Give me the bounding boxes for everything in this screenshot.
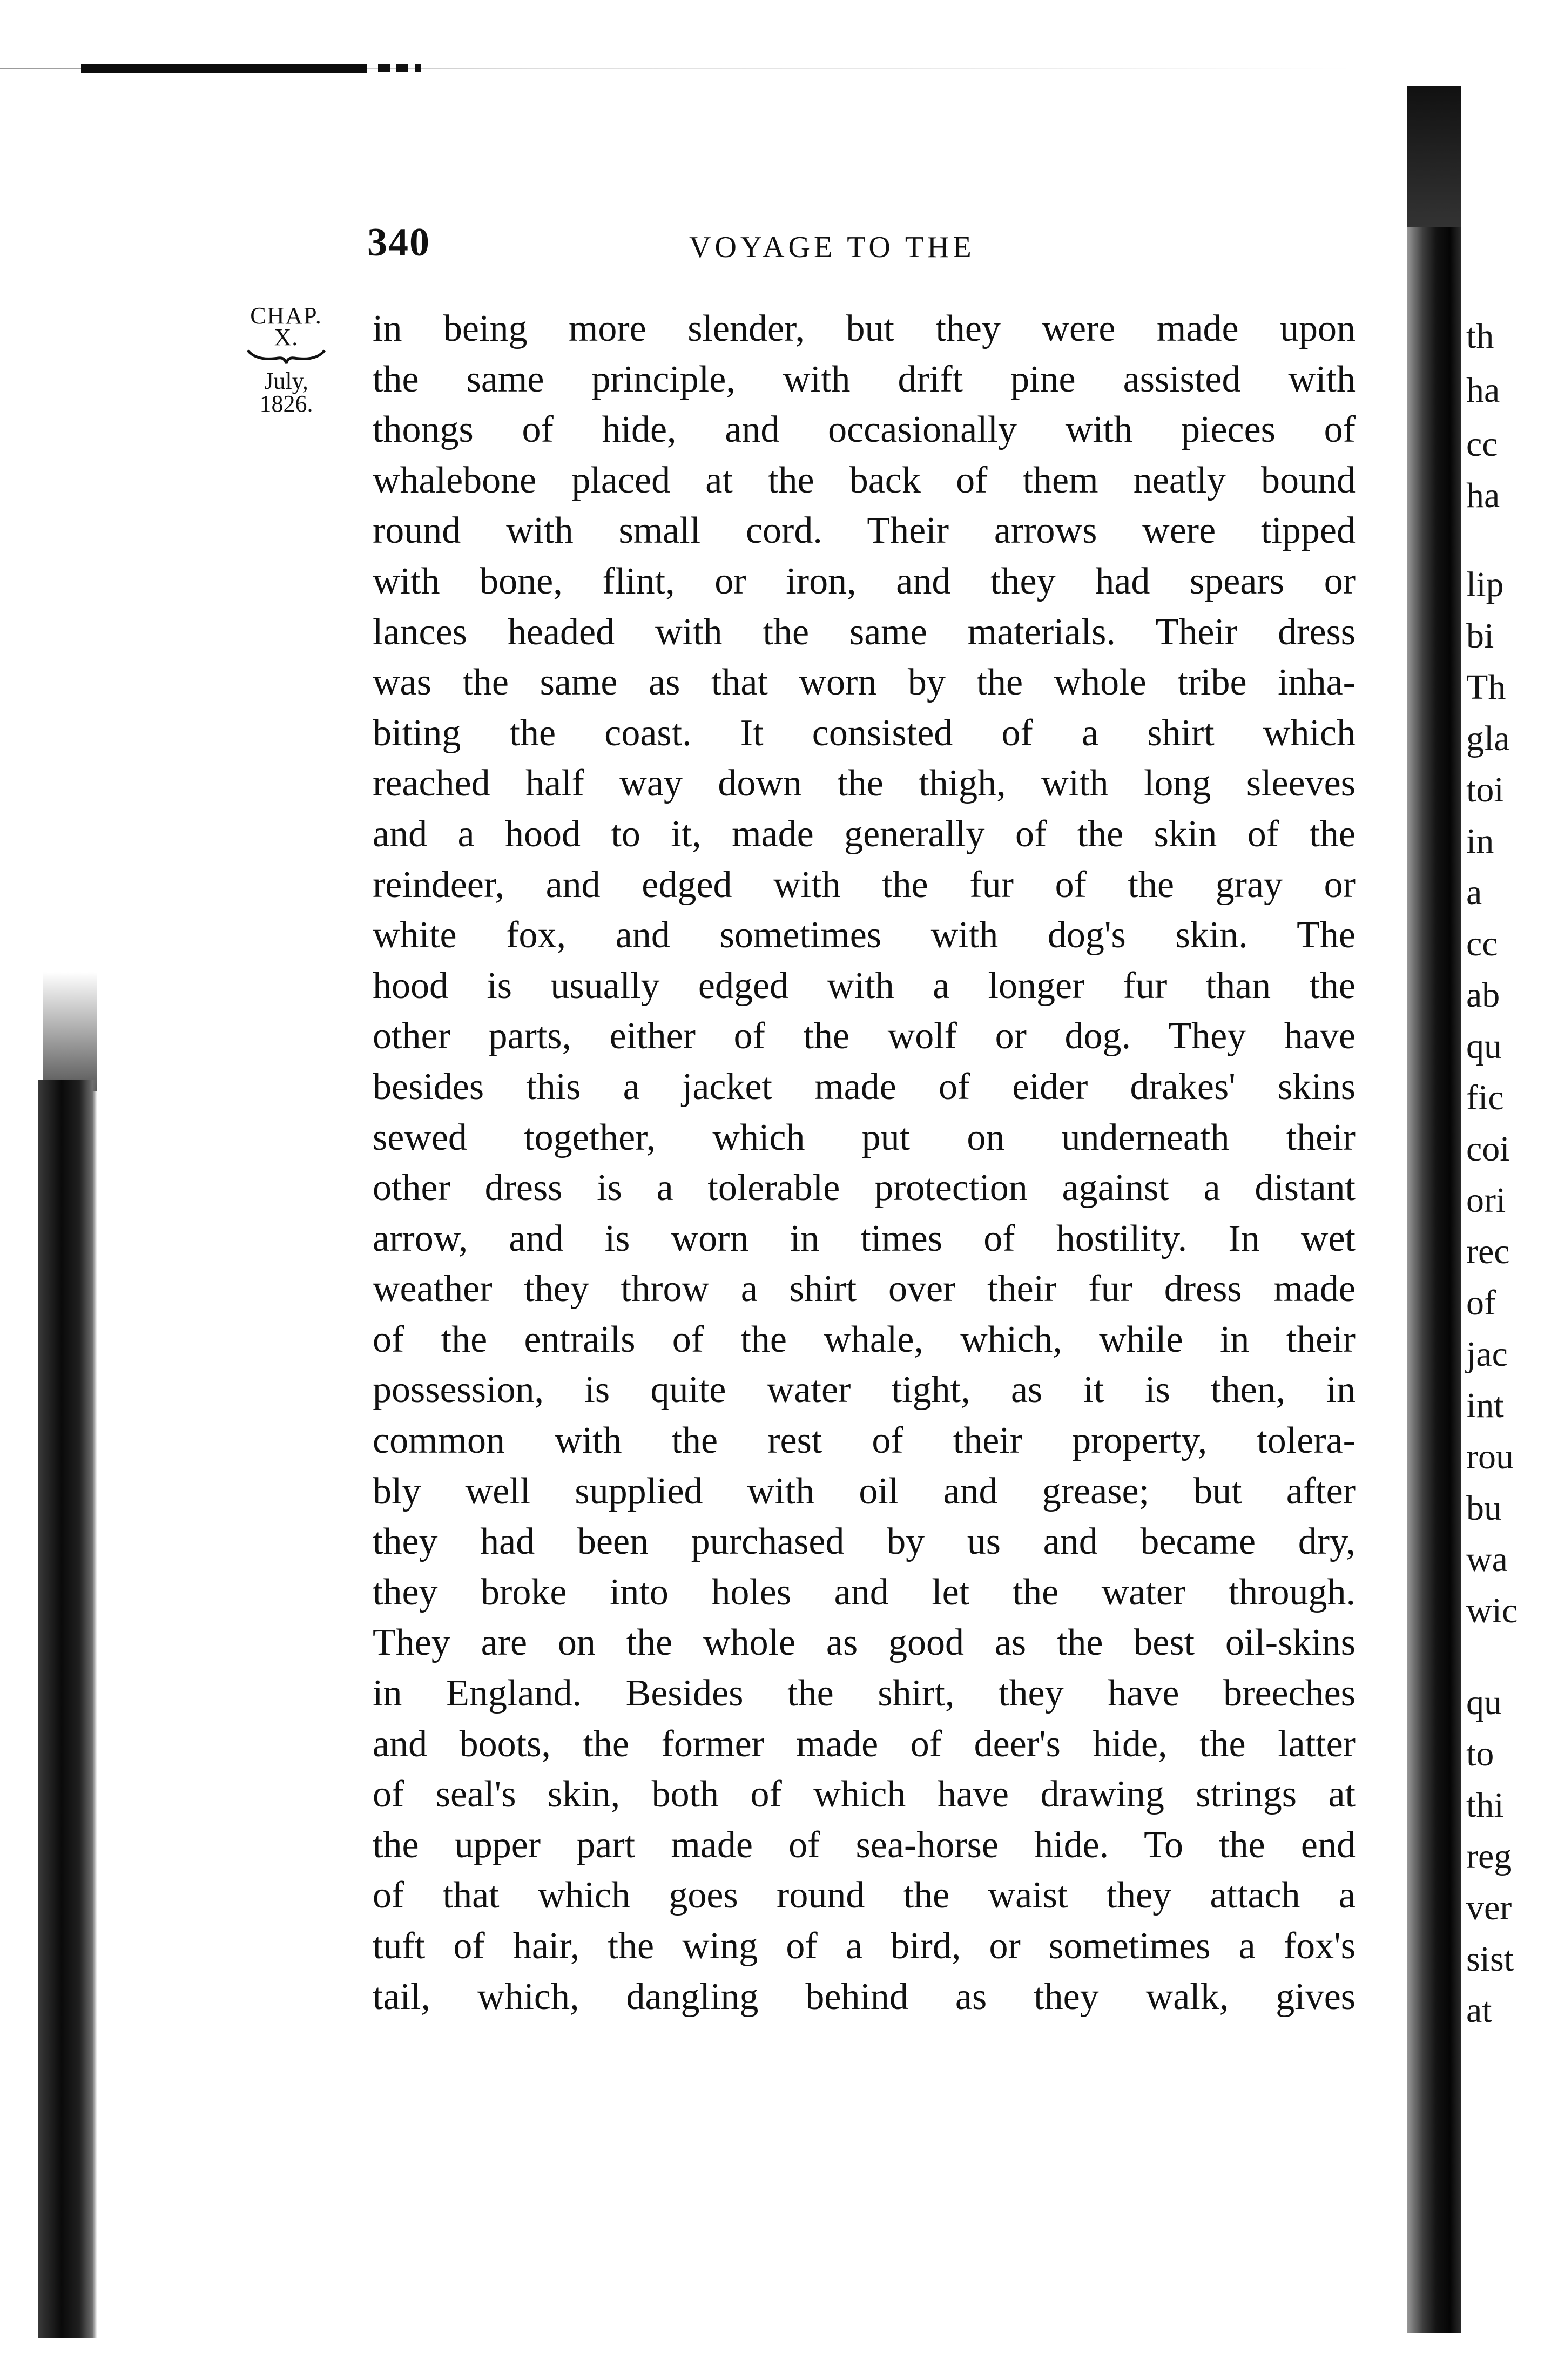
text-line: with bone, flint, or iron, and they had spears or [373,560,1356,602]
fragment: wa [1466,1540,1508,1579]
text-line: whalebone placed at the back of them neatly bound [373,459,1356,501]
fragment: int [1466,1386,1504,1425]
fragment: of [1466,1283,1496,1323]
body-text [373,304,1356,2022]
fragment: in [1466,821,1494,861]
fragment: Th [1466,668,1506,707]
margin-chapter-label: CHAP. [250,302,322,329]
text-line: other dress is a tolerable protection against a distant [373,1167,1356,1209]
margin-chapter-number: X. [274,324,299,350]
fragment: ver [1466,1888,1512,1927]
text-line: white fox, and sometimes with dog's skin. The [373,914,1356,956]
text-line: other parts, either of the wolf or dog. They have [373,1015,1356,1057]
text-line: they broke into holes and let the water through. [373,1571,1356,1613]
fragment: qu [1466,1683,1502,1722]
scan-edge-bar [81,64,367,73]
fragment: rou [1466,1437,1514,1476]
text-line: hood is usually edged with a longer fur than the [373,965,1356,1007]
book-spine-shadow [1407,86,1461,2333]
fragment: bu [1466,1488,1502,1528]
text-line: the upper part made of sea-horse hide. To the end [373,1824,1356,1866]
text-line: lances headed with the same materials. Their dress [373,611,1356,653]
margin-note [232,302,340,417]
text-line: reindeer, and edged with the fur of the gray or [373,864,1356,906]
fragment: cc [1466,924,1498,963]
left-scan-shadow-fade [43,972,97,1091]
fragment: gla [1466,719,1510,758]
text-line: tail, which, dangling behind as they walk, gives [373,1976,1356,2018]
text-line: of the entrails of the whale, which, while in their [373,1318,1356,1360]
fragment: ha [1466,370,1500,410]
fragment: ha [1466,476,1500,515]
text-line: round with small cord. Their arrows were tipped [373,510,1356,552]
text-line: bly well supplied with oil and grease; but after [373,1470,1356,1512]
fragment: reg [1466,1837,1512,1876]
text-line: possession, is quite water tight, as it is then, in [373,1369,1356,1411]
text-line: biting the coast. It consisted of a shirt which [373,712,1356,754]
text-line: of that which goes round the waist they attach a [373,1875,1356,1917]
text-line: thongs of hide, and occasionally with pieces of [373,409,1356,451]
fragment: ori [1466,1181,1506,1220]
fragment: at [1466,1991,1492,2030]
fragment: toi [1466,770,1504,810]
text-line: the same principle, with drift pine assisted with [373,358,1356,400]
book-spine-shadow-top [1407,86,1461,227]
fragment: coi [1466,1129,1510,1169]
page-number: 340 [367,220,430,265]
fragment: qu [1466,1027,1502,1066]
fragment: lip [1466,565,1504,604]
text-line: sewed together, which put on underneath their [373,1116,1356,1158]
text-line: in England. Besides the shirt, they have breeches [373,1673,1356,1715]
scan-edge-bar-tail [378,64,421,72]
text-line: weather they throw a shirt over their fur dress made [373,1268,1356,1310]
fragment: ab [1466,975,1500,1015]
running-head: VOYAGE TO THE [689,231,975,264]
left-scan-shadow [38,1080,97,2338]
text-line: they had been purchased by us and became dry, [373,1521,1356,1563]
fragment: cc [1466,424,1498,464]
fragment: thi [1466,1785,1504,1825]
fragment: bi [1466,616,1494,656]
text-line: tuft of hair, the wing of a bird, or sometimes a fox's [373,1925,1356,1967]
fragment: a [1466,873,1482,912]
text-line: of seal's skin, both of which have drawing strings at [373,1774,1356,1816]
fragment: jac [1466,1334,1508,1374]
fragment: th [1466,316,1494,356]
text-line: arrow, and is worn in times of hostility. In wet [373,1217,1356,1259]
text-line: in being more slender, but they were made upon [373,308,1356,349]
text-line: They are on the whole as good as the best oil-skins [373,1622,1356,1664]
fragment: wic [1466,1591,1518,1630]
text-line: and boots, the former made of deer's hide, the latter [373,1723,1356,1765]
text-line: common with the rest of their property, tolera- [373,1420,1356,1462]
text-line: and a hood to it, made generally of the skin of the [373,813,1356,855]
fragment: to [1466,1734,1494,1774]
text-line: was the same as that worn by the whole tribe inha- [373,662,1356,704]
fragment: fic [1466,1078,1504,1117]
text-line: besides this a jacket made of eider drakes' skins [373,1066,1356,1108]
text-line: reached half way down the thigh, with long sleeves [373,763,1356,805]
fragment: sist [1466,1939,1514,1979]
fragment: rec [1466,1232,1510,1271]
margin-month: July, [264,368,308,394]
brace-ornament-icon [246,348,327,365]
margin-year: 1826. [259,390,313,417]
